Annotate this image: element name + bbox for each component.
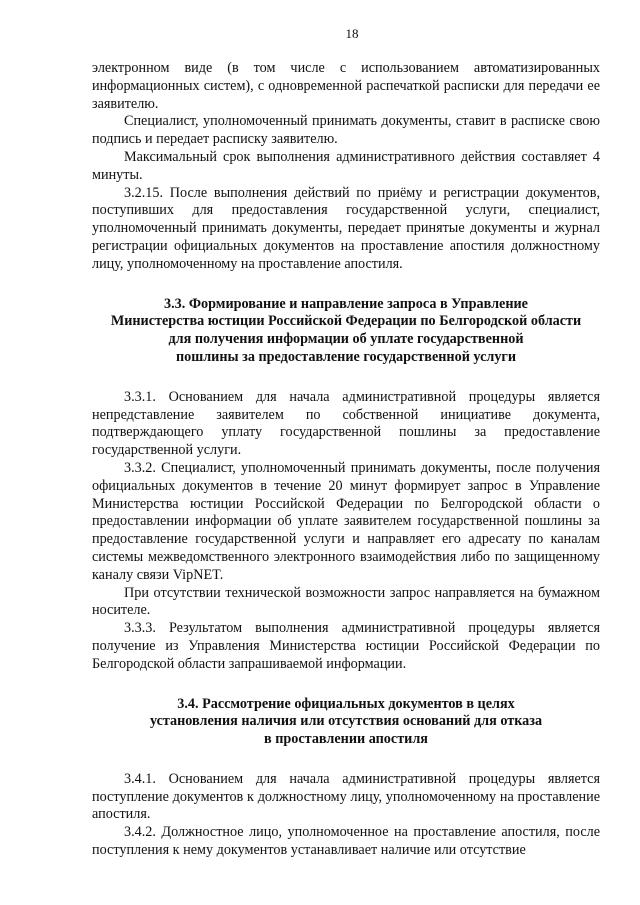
paragraph: 3.3.1. Основанием для начала административной процедуры является непредставление заявителем по собственной инициативе документа, подтверждающего уплату государственной пошлины за предоставление государственной услуги. xyxy=(92,388,600,459)
paragraph: 3.4.2. Должностное лицо, уполномоченное на проставление апостиля, после поступления к нему документов устанавливает наличие или отсутствие xyxy=(92,824,600,859)
paragraph: электронном виде (в том числе с использованием автоматизированных информационных систем), с одновременной распечаткой расписки для передачи ее заявителю. xyxy=(92,60,600,112)
section-heading-3-4 xyxy=(92,696,600,749)
paragraph: При отсутствии технической возможности запрос направляется на бумажном носителе. xyxy=(92,584,600,619)
heading-line: 3.3. Формирование и направление запроса в Управление xyxy=(164,295,528,312)
heading-line: в проставлении апостиля xyxy=(264,731,428,748)
paragraph: Максимальный срок выполнения административного действия составляет 4 минуты. xyxy=(92,148,600,183)
heading-line: пошлины за предоставление государственной услуги xyxy=(175,348,517,365)
heading-line: установления наличия или отсутствия оснований для отказа xyxy=(149,713,543,730)
heading-line: для получения информации об уплате государственной xyxy=(168,331,524,348)
paragraph: 3.3.2. Специалист, уполномоченный принимать документы, после получения официальных документов в течение 20 минут формирует запрос в Управление Министерства юстиции Российской Федерации по Белгородской области о предоставлении информации об уплате заявителем государственной пошлины за предоставление государственной услуги и направляет его адресату по каналам системы межведомственного электронного взаимодействия либо по защищенному каналу связи VipNET. xyxy=(92,459,600,583)
section-heading-3-3 xyxy=(92,296,600,367)
paragraph: 3.2.15. После выполнения действий по приёму и регистрации документов, поступивших для предоставления государственной услуги, специалист, уполномоченный принимать документы, передает принятые документы и журнал регистрации официальных документов на проставление апостиля должностному лицу, уполномоченному на проставление апостиля. xyxy=(92,184,600,272)
paragraph: Специалист, уполномоченный принимать документы, ставит в расписке свою подпись и передает расписку заявителю. xyxy=(92,113,600,148)
heading-line: 3.4. Рассмотрение официальных документов в целях xyxy=(177,695,515,712)
page-number: 18 xyxy=(345,26,359,41)
heading-line: Министерства юстиции Российской Федерации по Белгородской области xyxy=(110,313,582,330)
paragraph: 3.4.1. Основанием для начала административной процедуры является поступление документов к должностному лицу, уполномоченному на проставление апостиля. xyxy=(92,770,600,823)
paragraph: 3.3.3. Результатом выполнения административной процедуры является получение из Управления Министерства юстиции Российской Федерации по Белгородской области запрашиваемой информации. xyxy=(92,620,600,672)
